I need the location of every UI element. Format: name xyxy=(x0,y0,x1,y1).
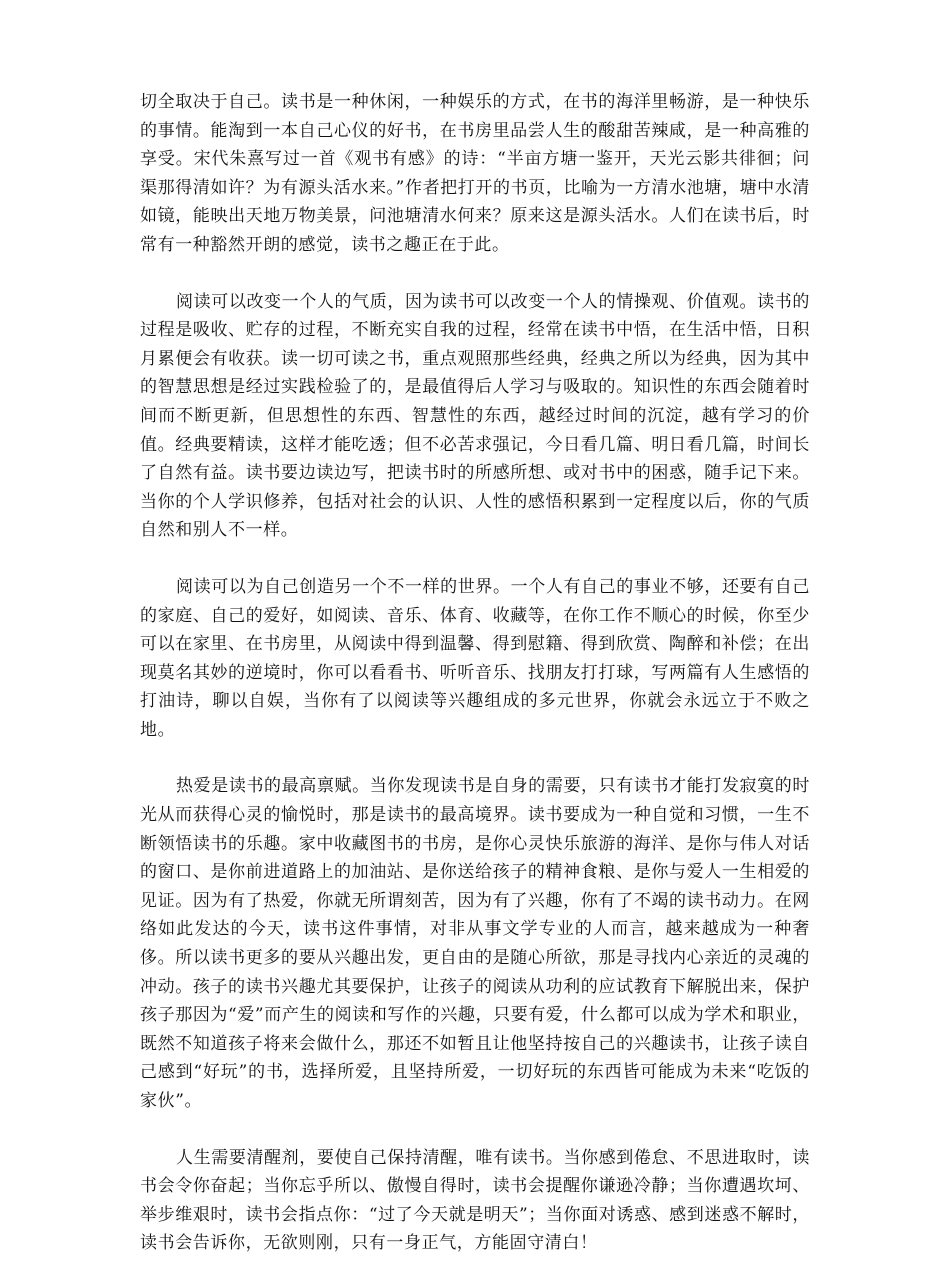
paragraph-5: 人生需要清醒剂，要使自己保持清醒，唯有读书。当你感到倦怠、不思进取时，读书会令你奋起；当你忘乎所以、傲慢自得时，读书会提醒你谦逊冷静；当你遭遇坎坷、举步维艰时，读书会指点你：“过了今天就是明天”；当你面对诱惑、感到迷惑不解时，读书会告诉你，无欲则刚，只有一身正气，方能固守清白！ xyxy=(140,1147,810,1254)
paragraph-2: 阅读可以改变一个人的气质，因为读书可以改变一个人的情操观、价值观。读书的过程是吸收、贮存的过程，不断充实自我的过程，经常在读书中悟，在生活中悟，日积月累便会有收获。读一切可读之书，重点观照那些经典，经典之所以为经典，因为其中的智慧思想是经过实践检验了的，是最值得后人学习与吸取的。知识性的东西会随着时间而不断更新，但思想性的东西、智慧性的东西，越经过时间的沉淀，越有学习的价值。经典要精读，这样才能吃透；但不必苦求强记，今日看几篇、明日看几篇，时间长了自然有益。读书要边读边写，把读书时的所感所想、或对书中的困惑，随手记下来。当你的个人学识修养，包括对社会的认识、人性的感悟积累到一定程度以后，你的气质自然和别人不一样。 xyxy=(140,291,810,541)
document-body xyxy=(140,88,810,1286)
paragraph-3: 阅读可以为自己创造另一个不一样的世界。一个人有自己的事业不够，还要有自己的家庭、自己的爱好，如阅读、音乐、体育、收藏等，在你工作不顺心的时候，你至少可以在家里、在书房里，从阅读中得到温馨、得到慰籍、得到欣赏、陶醉和补偿；在出现莫名其妙的逆境时，你可以看看书、听听音乐、找朋友打打球，写两篇有人生感悟的打油诗，聊以自娱，当你有了以阅读等兴趣组成的多元世界，你就会永远立于不败之地。 xyxy=(140,576,810,740)
paragraph-4: 热爱是读书的最高禀赋。当你发现读书是自身的需要，只有读书才能打发寂寞的时光从而获得心灵的愉悦时，那是读书的最高境界。读书要成为一种自觉和习惯，一生不断领悟读书的乐趣。家中收藏图书的书房，是你心灵快乐旅游的海洋、是你与伟人对话的窗口、是你前进道路上的加油站、是你送给孩子的精神食粮、是你与爱人一生相爱的见证。因为有了热爱，你就无所谓刻苦，因为有了兴趣，你有了不竭的读书动力。在网络如此发达的今天，读书这件事情，对非从事文学专业的人而言，越来越成为一种奢侈。所以读书更多的要从兴趣出发，更自由的是随心所欲，那是寻找内心亲近的灵魂的冲动。孩子的读书兴趣尤其要保护，让孩子的阅读从功利的应试教育下解脱出来，保护孩子那因为“爱”而产生的阅读和写作的兴趣，只要有爱，什么都可以成为学术和职业，既然不知道孩子将来会做什么，那还不如暂且让他坚持按自己的兴趣读书，让孩子读自己感到“好玩”的书，选择所爱，且坚持所爱，一切好玩的东西皆可能成为未来“吃饭的家伙”。 xyxy=(140,776,810,1111)
paragraph-1: 切全取决于自己。读书是一种休闲，一种娱乐的方式，在书的海洋里畅游，是一种快乐的事情。能淘到一本自己心仪的好书，在书房里品尝人生的酸甜苦辣咸，是一种高雅的享受。宋代朱熹写过一首《观书有感》的诗：“半亩方塘一鉴开，天光云影共徘徊；问渠那得清如许？为有源头活水来。”作者把打开的书页，比喻为一方清水池塘，塘中水清如镜，能映出天地万物美景，问池塘清水何来？原来这是源头活水。人们在读书后，时常有一种豁然开朗的感觉，读书之趣正在于此。 xyxy=(140,92,810,255)
